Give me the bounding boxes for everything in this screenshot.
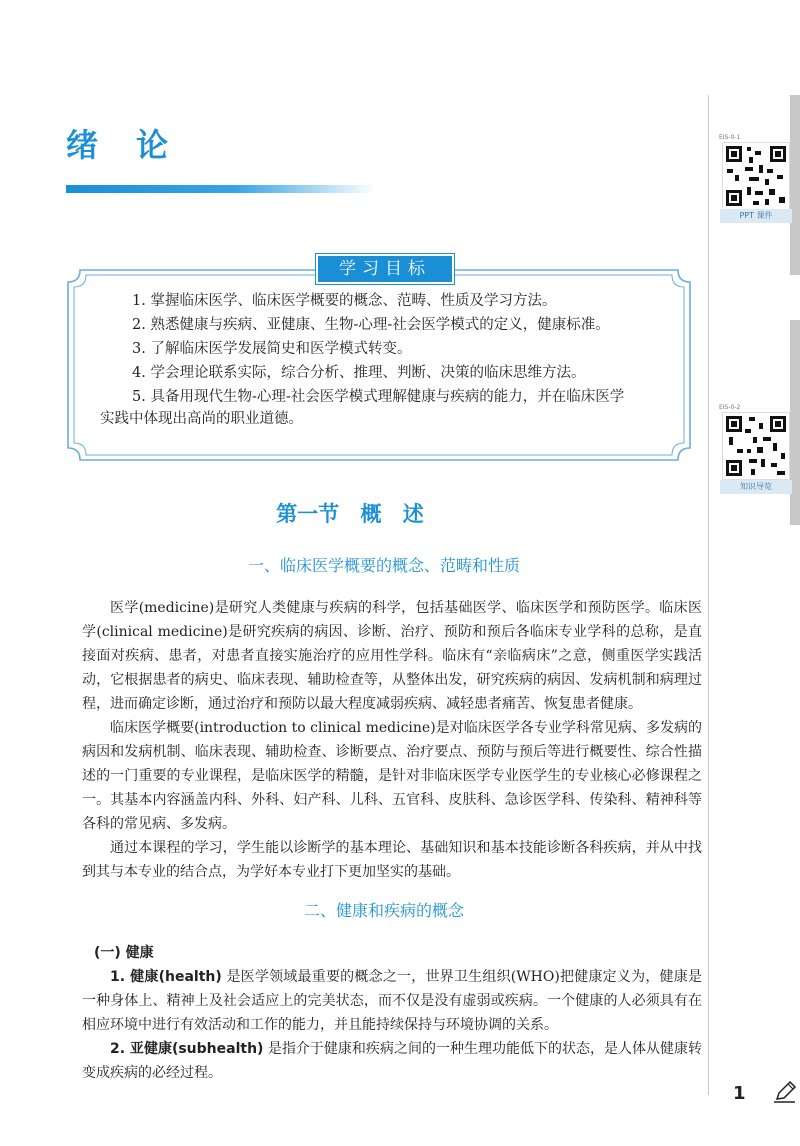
objective-item-3: 3. 了解临床医学发展简史和医学模式转变。	[132, 341, 412, 357]
qr-code-guide[interactable]	[722, 412, 790, 480]
objective-item-5: 5. 具备用现代生物-心理-社会医学模式理解健康与疾病的能力，并在临床医学	[132, 389, 625, 405]
qr-label-ppt: PPT 课件	[720, 209, 792, 223]
qr-code-ppt[interactable]	[722, 142, 790, 210]
paragraph-course-goal: 通过本课程的学习，学生能以诊断学的基本理论、基础知识和基本技能诊断各科疾病，并从中找到其与本专业的结合点，为学好本专业打下更加坚实的基础。	[82, 840, 702, 880]
objective-item-5-cont: 实践中体现出高尚的职业道德。	[100, 411, 303, 427]
paragraph-health	[82, 965, 702, 1037]
page-number: 1	[733, 1083, 746, 1104]
definition-health: 是医学领域最重要的概念之一，世界卫生组织(WHO)把健康定义为，健康是一种身体上、精神上及社会适应上的完美状态，而不仅是没有虚弱或疾病。一个健康的人必须具有在相应环境中进行有效活动和工作的能力，并且能持续保持与环境协调的关系。	[82, 969, 702, 1033]
term-health: 1. 健康(health)	[110, 969, 222, 985]
objective-item-1: 1. 掌握临床医学、临床医学概要的概念、范畴、性质及学习方法。	[132, 293, 557, 309]
paragraph-intro-clinical: 临床医学概要(introduction to clinical medicine)是对临床医学各专业学科常见病、多发病的病因和发病机制、临床表现、辅助检查、诊断要点、治疗要点、预防与预后等进行概要性、综合性描述的一门重要的专业课程，是临床医学的精髓，是针对非临床医学专业医学生的专业核心必修课程之一。其基本内容涵盖内科、外科、妇产科、儿科、五官科、皮肤科、急诊医学科、传染科、精神科等各科的常见病、多发病。	[82, 720, 702, 832]
chapter-title-underline	[66, 185, 376, 193]
objective-item-4: 4. 学会理论联系实际，综合分析、推理、判断、决策的临床思维方法。	[132, 365, 586, 381]
margin-tab-lower	[790, 320, 800, 525]
objective-item-2: 2. 熟悉健康与疾病、亚健康、生物-心理-社会医学模式的定义，健康标准。	[132, 317, 610, 333]
paragraph-medicine: 医学(medicine)是研究人类健康与疾病的科学，包括基础医学、临床医学和预防医学。临床医学(clinical medicine)是研究疾病的病因、诊断、治疗、预防和预后各临床专业学科的总称，是直接面对疾病、患者，对患者直接实施治疗的应用性学科。临床有“亲临病床”之意，侧重医学实践活动，它根据患者的病史、临床表现、辅助检查等，从整体出发，研究疾病的病因、发病机制和病理过程，进而确定诊断，通过治疗和预防以最大程度减弱疾病、减轻患者痛苦、恢复患者健康。	[82, 600, 702, 712]
objectives-header: 学习目标	[316, 254, 454, 284]
term-subhealth: 2. 亚健康(subhealth)	[110, 1041, 264, 1057]
section-title: 第一节 概 述	[276, 502, 424, 526]
qr-label-guide: 知识导览	[720, 480, 792, 494]
subsection-title-2: 二、健康和疾病的概念	[303, 901, 464, 920]
chapter-title: 绪论	[66, 126, 207, 164]
qr-code-id-2: EIS-0-2	[719, 404, 741, 411]
pencil-icon	[773, 1080, 797, 1104]
health-heading: (一) 健康	[94, 945, 154, 961]
paragraph-subhealth	[82, 1037, 702, 1085]
qr-code-icon	[723, 143, 789, 209]
qr-code-icon	[723, 413, 789, 479]
definition-subhealth: 是指介于健康和疾病之间的一种生理功能低下的状态，是人体从健康转变成疾病的必经过程。	[82, 1041, 703, 1081]
subsection-title-1: 一、临床医学概要的概念、范畴和性质	[247, 556, 520, 575]
margin-tab-upper	[790, 95, 800, 275]
qr-code-id-1: EIS-0-1	[719, 134, 741, 141]
